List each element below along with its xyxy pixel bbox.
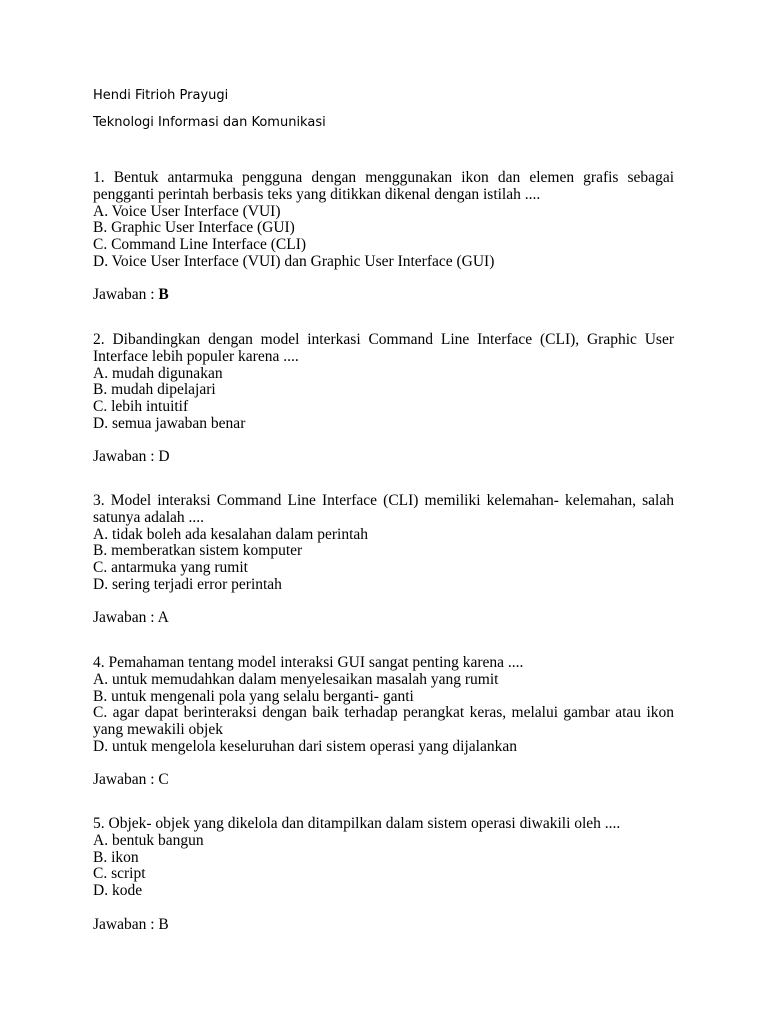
question-2 — [93, 332, 674, 433]
question-3 — [93, 493, 674, 594]
option-a: A. bentuk bangun — [93, 831, 204, 849]
answer-1 — [93, 287, 169, 304]
answer-value: D — [158, 448, 170, 465]
question-stem: 1. Bentuk antarmuka pengguna dengan menggunakan ikon dan elemen grafis sebagai pengganti perintah berbasis teks yang ditikkan dikenal dengan istilah .... — [93, 169, 674, 203]
answer-label: Jawaban : — [93, 286, 159, 303]
option-a: A. tidak boleh ada kesalahan dalam perintah — [93, 525, 369, 543]
option-d: D. Voice User Interface (VUI) dan Graphic User Interface (GUI) — [93, 252, 495, 270]
question-4 — [93, 655, 674, 756]
option-c: C. antarmuka yang rumit — [93, 559, 248, 577]
option-c: C. agar dapat berinteraksi dengan baik terhadap perangkat keras, melalui gambar atau ikon yang mewakili objek — [93, 704, 674, 739]
question-stem: 2. Dibandingkan dengan model interkasi Command Line Interface (CLI), Graphic User Interface lebih populer karena .... — [93, 331, 674, 365]
answer-3 — [93, 610, 169, 627]
answer-label: Jawaban : — [93, 916, 159, 933]
question-stem: 5. Objek- objek yang dikelola dan ditampilkan dalam sistem operasi diwakili oleh .... — [93, 815, 621, 832]
author-name: Hendi Fitrioh Prayugi — [93, 88, 229, 103]
option-b: B. untuk mengenali pola yang selalu berganti- ganti — [93, 687, 414, 705]
answer-value: A — [157, 609, 169, 626]
option-d: D. sering terjadi error perintah — [93, 575, 282, 593]
answer-4 — [93, 772, 169, 789]
option-d: D. untuk mengelola keseluruhan dari sistem operasi yang dijalankan — [93, 737, 517, 755]
question-stem: 4. Pemahaman tentang model interaksi GUI sangat penting karena .... — [93, 654, 524, 671]
option-c: C. Command Line Interface (CLI) — [93, 236, 307, 254]
answer-5 — [93, 917, 169, 934]
option-d: D. kode — [93, 882, 143, 900]
answer-2 — [93, 449, 170, 466]
answer-label: Jawaban : — [93, 771, 159, 788]
option-b: B. memberatkan sistem komputer — [93, 542, 303, 560]
answer-value: C — [158, 771, 169, 788]
answer-value: B — [158, 286, 169, 303]
question-stem: 3. Model interaksi Command Line Interface (CLI) memiliki kelemahan- kelemahan, salah satunya adalah .... — [93, 492, 674, 526]
answer-label: Jawaban : — [93, 609, 158, 626]
option-a: A. untuk memudahkan dalam menyelesaikan masalah yang rumit — [93, 670, 499, 688]
option-b: B. ikon — [93, 848, 139, 866]
subject-title: Teknologi Informasi dan Komunikasi — [93, 115, 326, 130]
option-b: B. mudah dipelajari — [93, 381, 216, 399]
question-1 — [93, 170, 674, 271]
option-c: C. lebih intuitif — [93, 398, 189, 416]
option-a: A. mudah digunakan — [93, 364, 223, 382]
option-b: B. Graphic User Interface (GUI) — [93, 219, 295, 237]
option-d: D. semua jawaban benar — [93, 414, 246, 432]
answer-label: Jawaban : — [93, 448, 159, 465]
option-a: A. Voice User Interface (VUI) — [93, 202, 281, 220]
option-c: C. script — [93, 865, 146, 883]
answer-value: B — [158, 916, 169, 933]
question-5 — [93, 816, 674, 900]
